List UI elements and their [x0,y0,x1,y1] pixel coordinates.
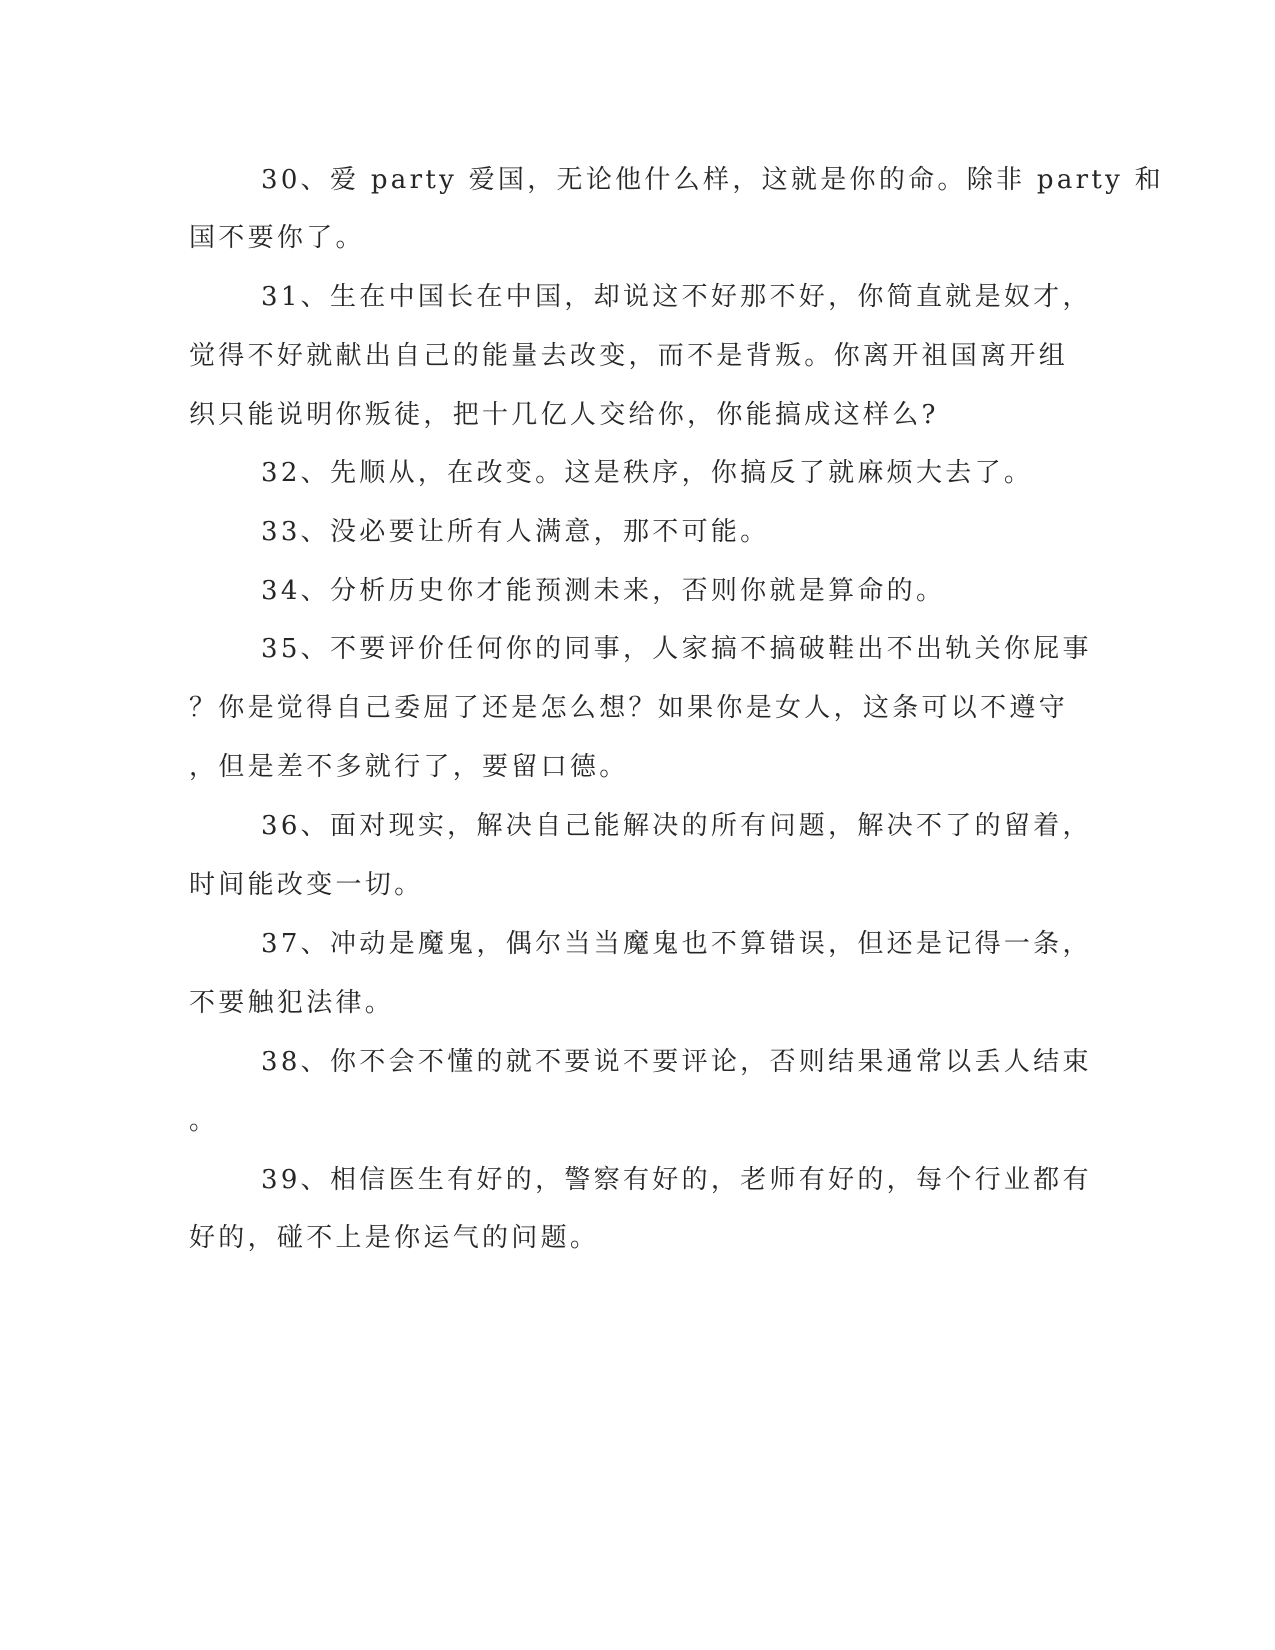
paragraph-38-line-1: 38、你不会不懂的就不要说不要评论，否则结果通常以丢人结束 [261,1047,1092,1077]
paragraph-38-line-2: 。 [189,1106,219,1136]
paragraph-37-line-1: 37、冲动是魔鬼，偶尔当当魔鬼也不算错误，但还是记得一条， [261,929,1092,959]
paragraph-35-line-2: ？你是觉得自己委屈了还是怎么想？如果你是女人，这条可以不遵守 [189,693,1069,723]
paragraph-36-line-1: 36、面对现实，解决自己能解决的所有问题，解决不了的留着， [261,811,1092,841]
paragraph-30-line-2: 国不要你了。 [189,223,365,253]
paragraph-35-line-1: 35、不要评价任何你的同事，人家搞不搞破鞋出不出轨关你屁事 [261,634,1092,664]
paragraph-33-line-1: 33、没必要让所有人满意，那不可能。 [261,517,770,547]
paragraph-31-line-1: 31、生在中国长在中国，却说这不好那不好，你简直就是奴才， [261,282,1092,312]
paragraph-39-line-1: 39、相信医生有好的，警察有好的，老师有好的，每个行业都有 [261,1165,1092,1195]
paragraph-31-line-2: 觉得不好就献出自己的能量去改变，而不是背叛。你离开祖国离开组 [189,341,1069,371]
paragraph-36-line-2: 时间能改变一切。 [189,870,424,900]
paragraph-39-line-2: 好的，碰不上是你运气的问题。 [189,1223,600,1253]
paragraph-34-line-1: 34、分析历史你才能预测未来，否则你就是算命的。 [261,576,946,606]
paragraph-31-line-3: 织只能说明你叛徒，把十几亿人交给你，你能搞成这样么? [189,400,939,430]
paragraph-32-line-1: 32、先顺从，在改变。这是秩序，你搞反了就麻烦大去了。 [261,458,1034,488]
paragraph-35-line-3: ，但是差不多就行了，要留口德。 [189,752,629,782]
paragraph-30-line-1: 30、爱 party 爱国，无论他什么样，这就是你的命。除非 party 和 [261,165,1164,195]
paragraph-37-line-2: 不要触犯法律。 [189,988,395,1018]
